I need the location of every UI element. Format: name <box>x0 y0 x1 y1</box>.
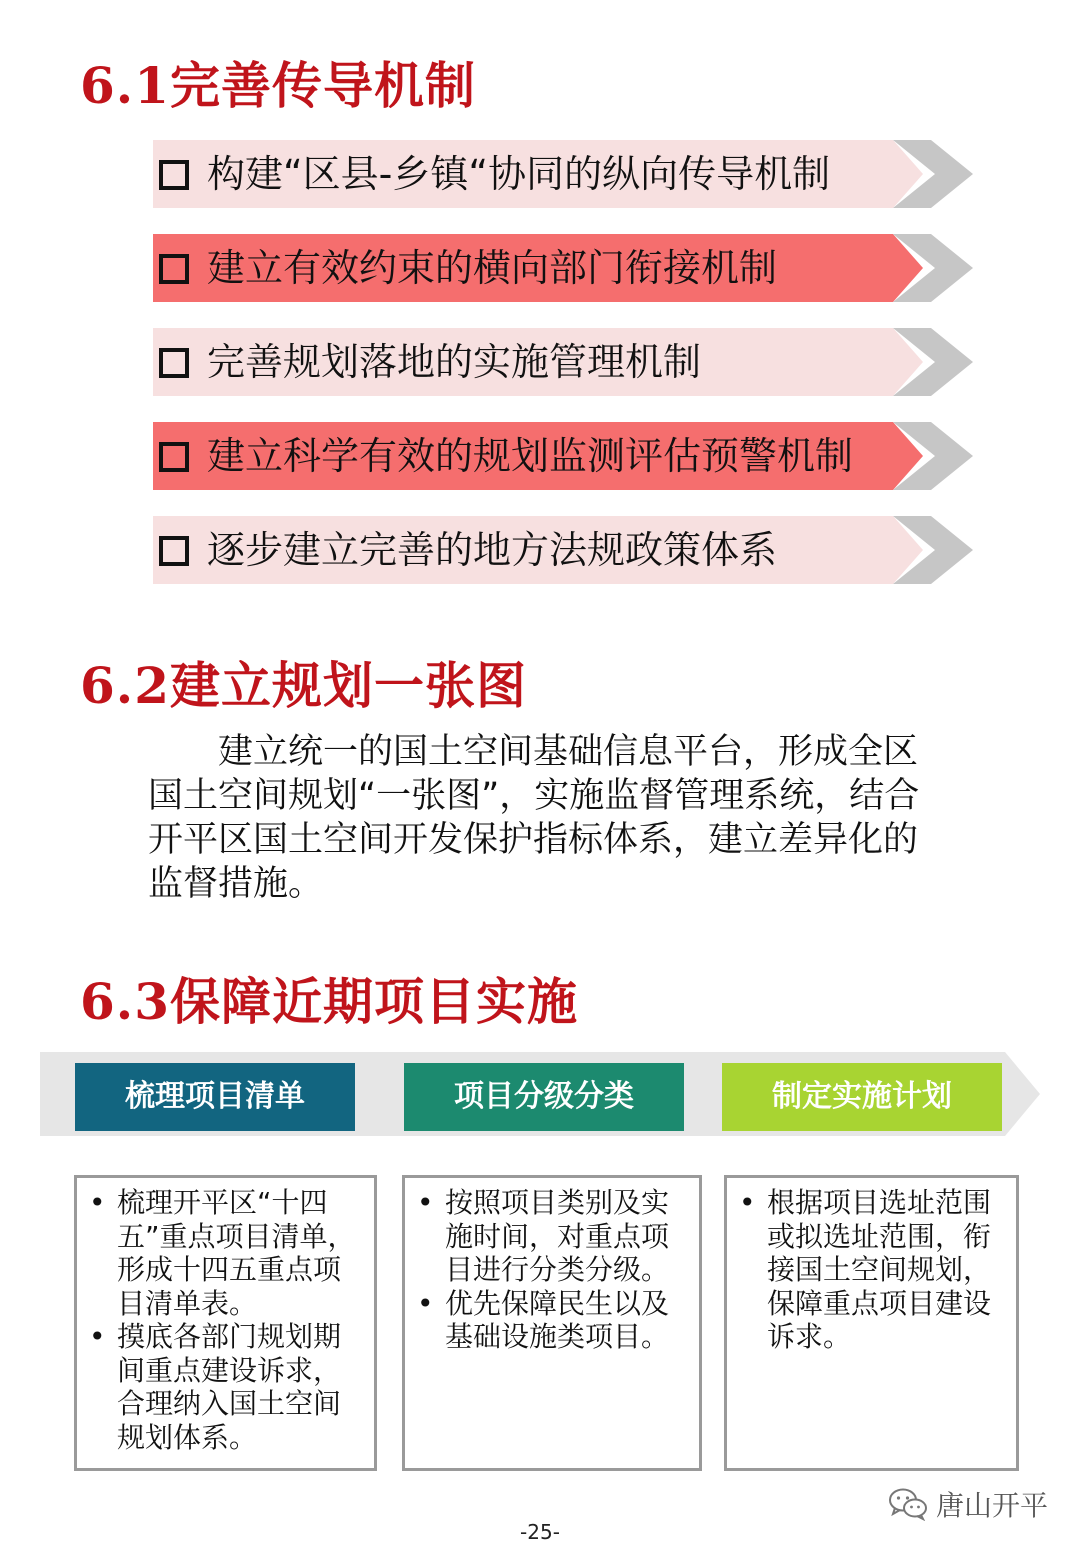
step-make-implementation-plan: 制定实施计划 <box>722 1063 1002 1131</box>
mechanism-text: 构建“区县-乡镇“协同的纵向传导机制 <box>207 152 831 196</box>
section-6-1-title: 6.1完善传导机制 <box>80 56 476 115</box>
bullet-list <box>405 1178 699 1354</box>
bullet-item: • 梳理开平区“十四五”重点项目清单，形成十四五重点项目清单表。 <box>117 1186 364 1320</box>
section-6-2-title: 6.2建立规划一张图 <box>80 656 527 715</box>
step-classify-projects: 项目分级分类 <box>404 1063 684 1131</box>
step-sort-project-list: 梳理项目清单 <box>75 1063 355 1131</box>
watermark <box>888 1484 1048 1524</box>
watermark-text: 唐山开平 <box>936 1489 1049 1522</box>
bullet-item: • 根据项目选址范围或拟选址范围，衔接国土空间规划，保障重点项目建设诉求。 <box>767 1186 1006 1354</box>
section-6-3-title: 6.3保障近期项目实施 <box>80 972 578 1031</box>
bullet-item: • 摸底各部门规划期间重点建设诉求，合理纳入国土空间规划体系。 <box>117 1320 364 1454</box>
step-detail-box <box>724 1175 1019 1471</box>
checkbox-icon <box>159 160 189 190</box>
mechanism-text: 建立科学有效的规划监测评估预警机制 <box>207 434 854 478</box>
page-number: -25- <box>520 1520 560 1544</box>
mechanism-text: 逐步建立完善的地方法规政策体系 <box>207 528 778 572</box>
step-detail-box <box>402 1175 702 1471</box>
mechanism-item <box>153 140 973 208</box>
bullet-list <box>727 1178 1016 1354</box>
mechanism-text: 建立有效约束的横向部门衔接机制 <box>207 246 778 290</box>
mechanism-text: 完善规划落地的实施管理机制 <box>207 340 702 384</box>
bullet-list <box>77 1178 374 1454</box>
mechanism-item <box>153 422 973 490</box>
bullet-item: • 优先保障民生以及基础设施类项目。 <box>445 1287 689 1354</box>
bullet-item: • 按照项目类别及实施时间，对重点项目进行分类分级。 <box>445 1186 689 1287</box>
step-detail-box <box>74 1175 377 1471</box>
checkbox-icon <box>159 536 189 566</box>
checkbox-icon <box>159 254 189 284</box>
mechanism-item <box>153 328 973 396</box>
checkbox-icon <box>159 442 189 472</box>
section-6-2-paragraph: 建立统一的国土空间基础信息平台，形成全区国土空间规划“一张图”，实施监督管理系统，结合开平区国土空间开发保护指标体系，建立差异化的监督措施。 <box>148 732 920 904</box>
checkbox-icon <box>159 348 189 378</box>
mechanism-item <box>153 516 973 584</box>
wechat-icon <box>888 1487 928 1521</box>
mechanism-item <box>153 234 973 302</box>
